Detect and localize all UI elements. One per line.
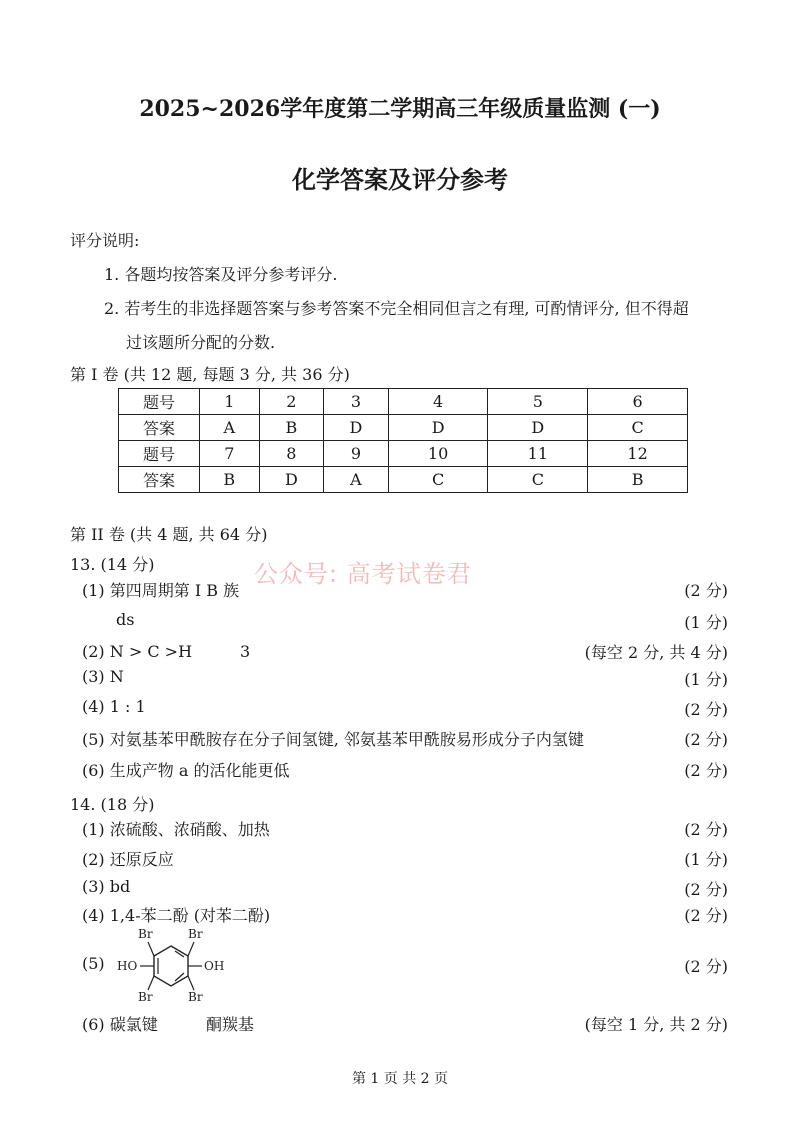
q13-sub6-score: (2 分)	[684, 761, 728, 780]
bond-br-tr	[188, 942, 194, 956]
part2-heading: 第 II 卷 (共 4 题, 共 64 分)	[70, 525, 268, 544]
q13-heading: 13. (14 分)	[70, 555, 155, 574]
oh-label: OH	[204, 959, 225, 973]
table-row	[119, 467, 688, 493]
table-cell: 8	[259, 441, 324, 467]
q13-sub2-extra: 3	[240, 642, 251, 661]
q14-sub6-score: (每空 1 分, 共 2 分)	[584, 1015, 728, 1034]
table-cell: 2	[259, 389, 324, 415]
q14-sub1-score: (2 分)	[684, 820, 728, 839]
table-cell: 4	[388, 389, 488, 415]
benzene-ring	[154, 946, 188, 986]
watermark: 公众号: 高考试卷君	[254, 560, 472, 588]
page-subtitle: 化学答案及评分参考	[292, 165, 508, 194]
q14-heading: 14. (18 分)	[70, 795, 155, 814]
q13-sub2-score: (每空 2 分, 共 4 分)	[584, 643, 728, 662]
table-cell: D	[324, 415, 389, 441]
table-cell: D	[259, 467, 324, 493]
q13-sub5: (5) 对氨基苯甲酰胺存在分子间氢键, 邻氨基苯甲酰胺易形成分子内氢键	[82, 730, 584, 749]
q14-sub2-score: (1 分)	[684, 850, 728, 869]
q14-sub3-score: (2 分)	[684, 880, 728, 899]
table-cell: D	[488, 415, 588, 441]
page-title: 2025~2026学年度第二学期高三年级质量监测 (一)	[139, 96, 661, 122]
table-cell: 11	[488, 441, 588, 467]
page-footer: 第 1 页 共 2 页	[351, 1071, 449, 1087]
br-label: Br	[188, 927, 203, 941]
table-cell: 7	[200, 441, 260, 467]
q13-sub1b: ds	[116, 610, 135, 629]
q14-sub5: (5)	[82, 954, 105, 973]
table-cell: C	[388, 467, 488, 493]
table-row	[119, 415, 688, 441]
q14-sub4: (4) 1,4-苯二酚 (对苯二酚)	[82, 906, 271, 925]
table-cell: 9	[324, 441, 389, 467]
bond-br-br	[188, 976, 194, 990]
table-cell: 3	[324, 389, 389, 415]
br-label: Br	[138, 927, 153, 941]
q14-sub1: (1) 浓硫酸、浓硝酸、加热	[82, 820, 270, 839]
q13-sub1: (1) 第四周期第 I B 族	[82, 581, 240, 600]
q13-sub2: (2) N > C >H	[82, 642, 193, 661]
q14-sub4-score: (2 分)	[684, 906, 728, 925]
q14-sub6-extra: 酮羰基	[206, 1015, 255, 1034]
q13-sub4-score: (2 分)	[684, 700, 728, 719]
tetrabromo-hydroquinone-structure	[108, 924, 238, 1004]
instruction-item-1: 1. 各题均按答案及评分参考评分.	[104, 265, 338, 284]
table-cell: A	[200, 415, 260, 441]
table-cell: B	[259, 415, 324, 441]
instructions-heading: 评分说明:	[70, 231, 140, 250]
table-row	[119, 441, 688, 467]
q14-sub3: (3) bd	[82, 877, 131, 896]
instruction-item-2-cont: 过该题所分配的分数.	[126, 333, 276, 352]
q13-sub4: (4) 1 : 1	[82, 697, 146, 716]
table-cell: 题号	[119, 441, 200, 467]
ho-label: HO	[117, 959, 138, 973]
br-label: Br	[188, 990, 203, 1004]
q13-sub3: (3) N	[82, 667, 124, 686]
instruction-item-2: 2. 若考生的非选择题答案与参考答案不完全相同但言之有理, 可酌情评分, 但不得超	[104, 299, 689, 318]
table-cell: C	[488, 467, 588, 493]
table-cell: 6	[588, 389, 688, 415]
table-cell: D	[388, 415, 488, 441]
table-cell: C	[588, 415, 688, 441]
table-cell: 10	[388, 441, 488, 467]
double-bond	[175, 951, 184, 957]
q13-sub5-score: (2 分)	[684, 730, 728, 749]
q13-sub6: (6) 生成产物 a 的活化能更低	[82, 761, 290, 780]
bond-br-bl	[148, 976, 154, 990]
part1-heading: 第 I 卷 (共 12 题, 每题 3 分, 共 36 分)	[70, 365, 350, 384]
table-cell: 答案	[119, 467, 200, 493]
table-cell: B	[588, 467, 688, 493]
q13-sub1b-score: (1 分)	[684, 613, 728, 632]
table-cell: 答案	[119, 415, 200, 441]
table-cell: 12	[588, 441, 688, 467]
answer-table	[118, 388, 688, 493]
q14-sub6: (6) 碳氯键	[82, 1015, 158, 1034]
table-row	[119, 389, 688, 415]
q13-sub1-score: (2 分)	[684, 581, 728, 600]
table-cell: 题号	[119, 389, 200, 415]
q14-sub2: (2) 还原反应	[82, 850, 174, 869]
table-cell: A	[324, 467, 389, 493]
q13-sub3-score: (1 分)	[684, 670, 728, 689]
table-cell: 1	[200, 389, 260, 415]
q14-sub5-score: (2 分)	[684, 957, 728, 976]
table-cell: B	[200, 467, 260, 493]
bond-br-tl	[148, 942, 154, 956]
table-cell: 5	[488, 389, 588, 415]
br-label: Br	[138, 990, 153, 1004]
